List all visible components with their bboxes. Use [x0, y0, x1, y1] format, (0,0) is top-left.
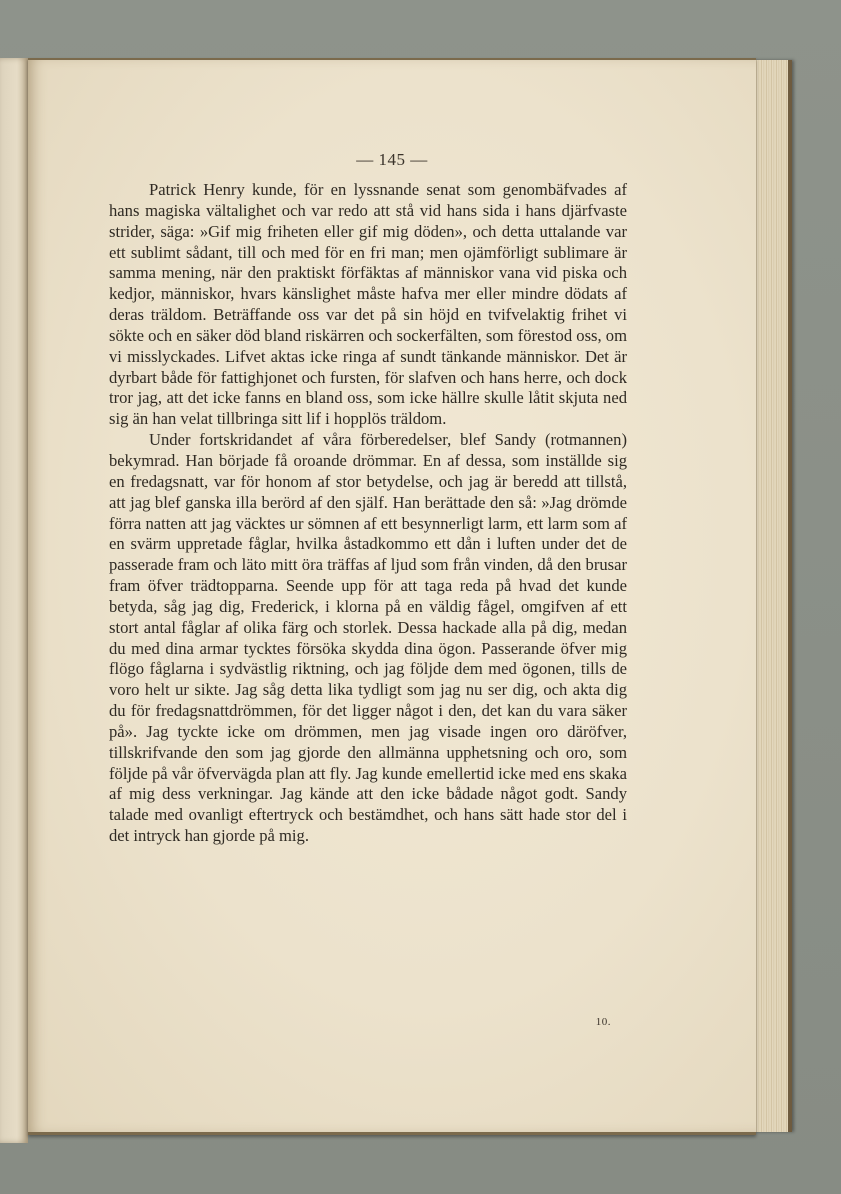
page-number: — 145 —: [356, 150, 428, 169]
book-page: [28, 58, 756, 1135]
left-page-edge: [0, 58, 28, 1143]
paragraph: Patrick Henry kunde, för en lyssnande senat som genombäfvades af hans magiska vältalighet och var redo att stå vid hans sida i hans djärfvaste strider, säga: »Gif mig friheten eller gif mig döden», och detta uttalande var ett sublimt sådant, till och med för en fri man; men ojämförligt sublimare är samma mening, när den praktiskt förfäktas af människor vana vid piska och kedjor, människor, hvars känslighet måste hafva mer eller mindre dödats af deras träldom. Beträffande oss var det på sin höjd en tvifvelaktig frihet vi sökte och en säker död bland riskärren och sockerfälten, som förestod oss, om vi misslyckades. Lifvet aktas icke ringa af sundt tänkande människor. Det är dyrbart både för fattighjonet och fursten, för slafven och hans herre, och dock tror jag, att det icke fanns en bland oss, som icke hällre skulle låtit skjuta ned sig än han velat tillbringa sitt lif i hopplös träldom.: [109, 180, 627, 429]
paragraph: Under fortskridandet af våra förberedelser, blef Sandy (rotmannen) bekymrad. Han började få oroande drömmar. En af dessa, som inställde sig en fredagsnatt, var för honom af stor betydelse, och jag är beredd att tillstå, att jag blef ganska illa berörd af den själf. Han berättade den så: »Jag drömde förra natten att jag väcktes ur sömnen af ett besynnerligt larm, ett larm som af en svärm uppretade fåglar, hvilka åstadkommo ett dån i luften under det de passerade fram och läto mitt öra träffas af ljud som från vinden, då den brusar fram öfver trädtopparna. Seende upp för att taga reda på hvad det kunde betyda, såg jag dig, Frederick, i klorna på en väldig fågel, omgifven af ett stort antal fåglar af olika färg och storlek. Dessa hackade alla på dig, medan du med dina armar tycktes försöka skydda dina ögon. Passerande öfver mig flögo fåglarna i sydvästlig riktning, och jag följde dem med ögonen, tills de voro helt ur sikte. Jag såg detta lika tydligt som jag nu ser dig, och akta dig du för fredagsnattdrömmen, för det ligger något i den, det kan du vara säker på». Jag tyckte icke om drömmen, men jag visade ingen oro däröfver, tillskrifvande den som jag gjorde den allmänna upphetsning och oro, som följde på vår öfvervägda plan att fly. Jag kunde emellertid icke med ens skaka af mig dess verkningar. Jag kände att den icke bådade något godt. Sandy talade med ovanligt eftertryck och bestämdhet, och hans sätt hade stor del i det intryck han gjorde på mig.: [109, 430, 627, 846]
page-stack-edge: [752, 60, 792, 1132]
body-text: [109, 180, 627, 847]
signature-mark: 10.: [595, 1016, 611, 1028]
